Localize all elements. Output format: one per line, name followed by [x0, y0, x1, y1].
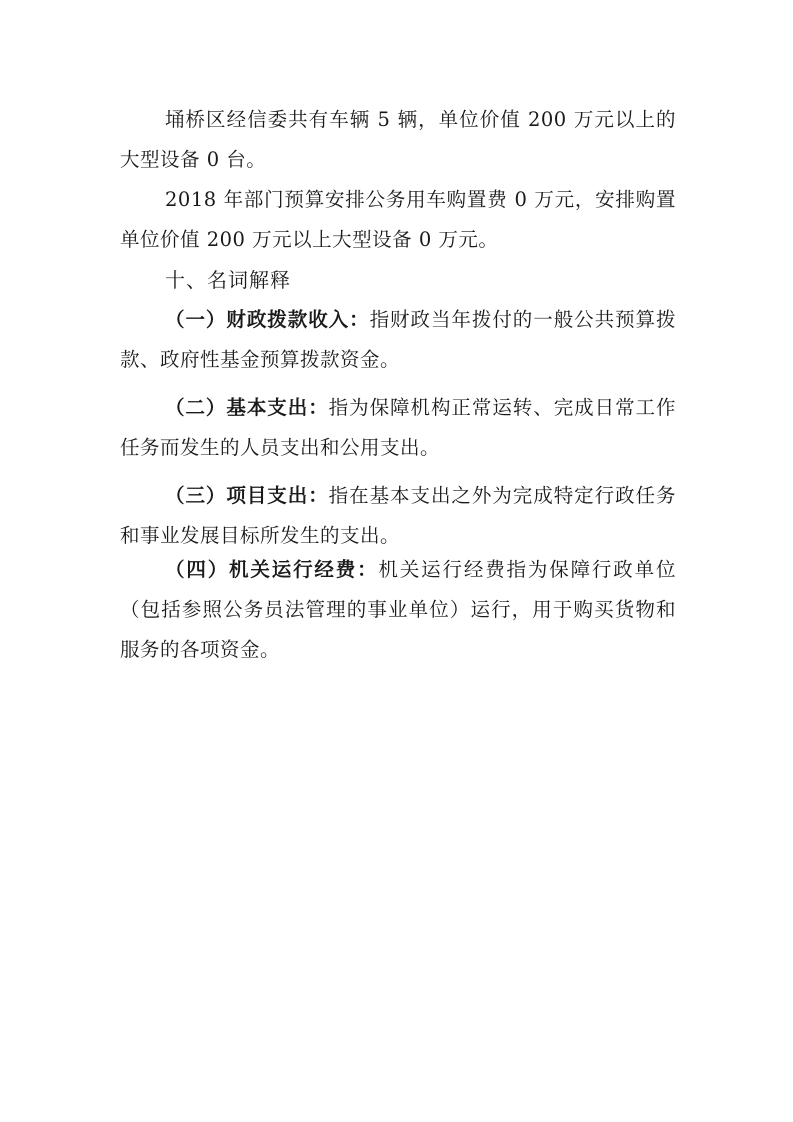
definition-item [120, 388, 676, 468]
section-heading: 十、名词解释 [165, 268, 291, 292]
definition-item [120, 300, 676, 380]
definition-text: 指财政当年拨付的一般公共预算拨款、政府性基金预算拨款资金。 [120, 308, 676, 371]
definition-item [120, 550, 676, 670]
definition-text: 机关运行经费指为保障行政单位（包括参照公务员法管理的事业单位）运行，用于购买货物和服务的各项资金。 [120, 558, 676, 661]
definition-term: （四）机关运行经费： [165, 558, 379, 581]
paragraph-vehicles: 埇桥区经信委共有车辆 5 辆，单位价值 200 万元以上的大型设备 0 台。 [120, 108, 676, 171]
definition-text: 指在基本支出之外为完成特定行政任务和事业发展目标所发生的支出。 [120, 484, 676, 547]
definition-term: （三）项目支出： [165, 484, 329, 507]
definition-item [120, 476, 676, 556]
definition-term: （一）财政拨款收入： [165, 308, 370, 331]
paragraph-budget: 2018 年部门预算安排公务用车购置费 0 万元，安排购置单位价值 200 万元以上大型设备 0 万元。 [120, 188, 676, 251]
definition-term: （二）基本支出： [165, 396, 329, 419]
definition-text: 指为保障机构正常运转、完成日常工作任务而发生的人员支出和公用支出。 [120, 396, 676, 459]
